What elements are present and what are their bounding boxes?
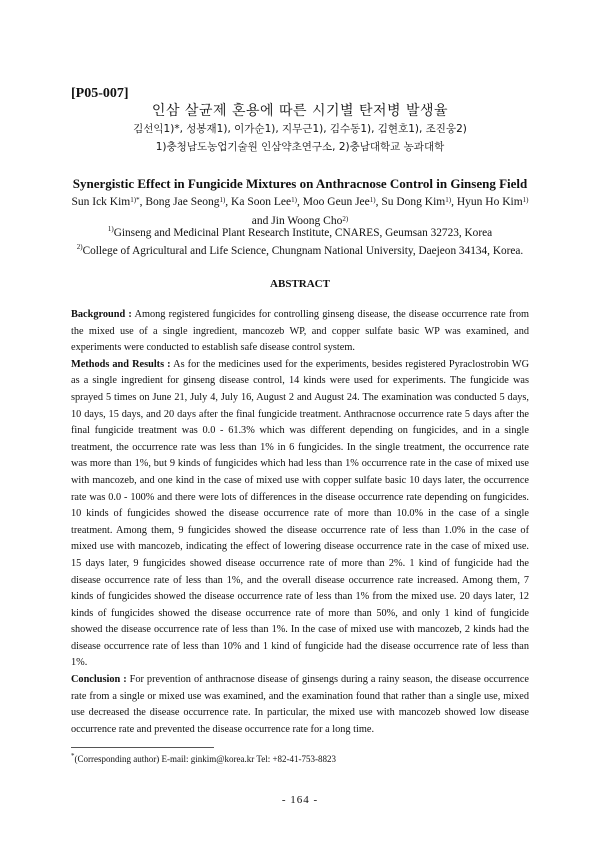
english-title: Synergistic Effect in Fungicide Mixtures on Anthracnose Control in Ginseng Field — [72, 176, 528, 191]
footnote-text: (Corresponding author) E-mail: ginkim@korea.kr Tel: +82-41-753-8823 — [74, 754, 337, 764]
footnote — [71, 754, 336, 764]
author-name: Ka Soon Lee — [231, 196, 292, 208]
conclusion-paragraph — [71, 672, 529, 738]
conclusion-text: For prevention of anthracnose disease of ginsengs during a rainy season, the disease occurrence rate from a single or mixed use was examined, and the examination found that rather than a single use, mixed use decreased the disease occurrence rate. In particular, the mixed use with mancozeb showed low disease occurrence rate and prevented the disease occurrence rate for a long time. — [71, 674, 529, 735]
conclusion-label: Conclusion : — [71, 674, 127, 686]
author-affiliation-mark: 1) — [219, 196, 226, 204]
author-affiliation-mark: 1) — [369, 196, 376, 204]
author-name: Moo Geun Jee — [302, 196, 370, 208]
methods-text: As for the medicines used for the experiments, besides registered Pyraclostrobin WG as a single ingredient for ginseng disease control, 14 kinds were used for experiments. The fungicide was sprayed 5 times on June 21, July 4, July 16, August 2 and August 24. The examination was conducted 5 days, 10 days, 15 days, and 20 days after the final fungicide treatment. Anthracnose occurrence rate 5 days after the final fungicide treatment was 0.0 - 61.3% which was different depending on fungicides, and in a single treatment, the occurrence rate was less than 1% in 6 fungicides. In the single treatment, the occurrence rate was more than 1%, but 9 kinds of fungicides which had less than 1% occurrence rate in the case of mixed use with mancozeb, and one kind in the case of mixed use with copper sulfate basic 10 days later, the occurrence rate was 0.0 - 100% and there were lots of differences in the disease occurrence rate depending on fungicides. 10 kinds of fungicides showed the disease occurrence rate of more than 10.0% in the case of a single treatment. Among them, 9 fungicides showed the disease occurrence rate of less than 1.0% in the case of mixed use with mancozeb, indicating the effect of lowering disease occurrence rate in the case of mixed use. 15 days later, 9 fungicides showed disease occurrence rate of more than 2%. 1 kind of fungicide had the disease occurrence rate of less than 1%, and the overall disease occurrence rate increased. Among them, 7 kinds of fungicides showed the disease occurrence rate of less than 1% from the mixed use. 20 days later, 12 kinds of fungicides showed the disease occurrence rate of more than 50%, and only 1 kind of fungicide showed the disease occurrence rate of less than 1%. In the case of mixed use with mancozeb, 2 kinds had the disease occurrence rate of less than 10% and 1 kind of fungicide had the disease occurrence rate of less than 1%. — [71, 358, 529, 669]
english-affiliation-1 — [0, 227, 600, 239]
korean-title: 인삼 살균제 혼용에 따른 시기별 탄저병 발생율 — [151, 103, 449, 119]
author-affiliation-mark: 1)* — [130, 196, 140, 204]
methods-paragraph — [71, 357, 529, 672]
korean-affiliation: 1)충청남도농업기술원 인삼약초연구소, 2)충남대학교 농과대학 — [155, 141, 445, 153]
affiliation-mark: 1) — [107, 225, 114, 233]
author-affiliation-mark: 2) — [342, 215, 349, 223]
background-label: Background : — [71, 309, 132, 320]
korean-authors: 김선익1)*, 성봉재1), 이가순1), 지무근1), 김수동1), 김현호1), 조진웅2) — [133, 123, 467, 135]
author-name: Su Dong Kim — [381, 196, 446, 208]
footnote-divider — [71, 747, 214, 748]
english-authors: Sun Ick Kim$^{1)*}$, Bong Jae Seong$^{1)}$, Ka Soon Lee$^{1)}$, Moo Geun Jee$^{1)}$, Su Dong Kim$^{1)}$, Hyun Ho Kim$^{1)}$ and Jin Woong Cho$^{2)}$ — [71, 196, 529, 227]
affiliation-text: College of Agricultural and Life Science, Chungnam National University, Daejeon 34134, Korea. — [82, 245, 524, 257]
author-name: Bong Jae Seong — [145, 196, 220, 208]
page-number: - 164 - — [281, 794, 319, 806]
author-name: Hyun Ho Kim — [456, 196, 523, 208]
author-affiliation-mark: 1) — [291, 196, 297, 204]
author-affiliation-mark: 1) — [522, 196, 529, 204]
affiliation-text: Ginseng and Medicinal Plant Research Institute, CNARES, Geumsan 32723, Korea — [113, 227, 493, 239]
background-paragraph — [71, 307, 529, 357]
abstract-heading: ABSTRACT — [270, 278, 330, 290]
author-name: Sun Ick Kim — [71, 196, 131, 208]
abstract-body — [71, 307, 529, 738]
author-name: Jin Woong Cho — [271, 215, 343, 227]
english-affiliation-2 — [0, 245, 600, 257]
footnote-mark: * — [71, 752, 75, 760]
methods-label: Methods and Results : — [71, 358, 171, 370]
background-text: Among registered fungicides for controlling ginseng disease, the disease occurrence rate from the mixed use of a single ingredient, mancozeb WP, and copper sulfate basic WP was examined, and experiments were conducted to establish safe disease control system. — [71, 309, 529, 354]
affiliation-mark: 2) — [76, 243, 83, 251]
author-affiliation-mark: 1) — [445, 196, 452, 204]
poster-code: [P05-007] — [71, 86, 129, 101]
